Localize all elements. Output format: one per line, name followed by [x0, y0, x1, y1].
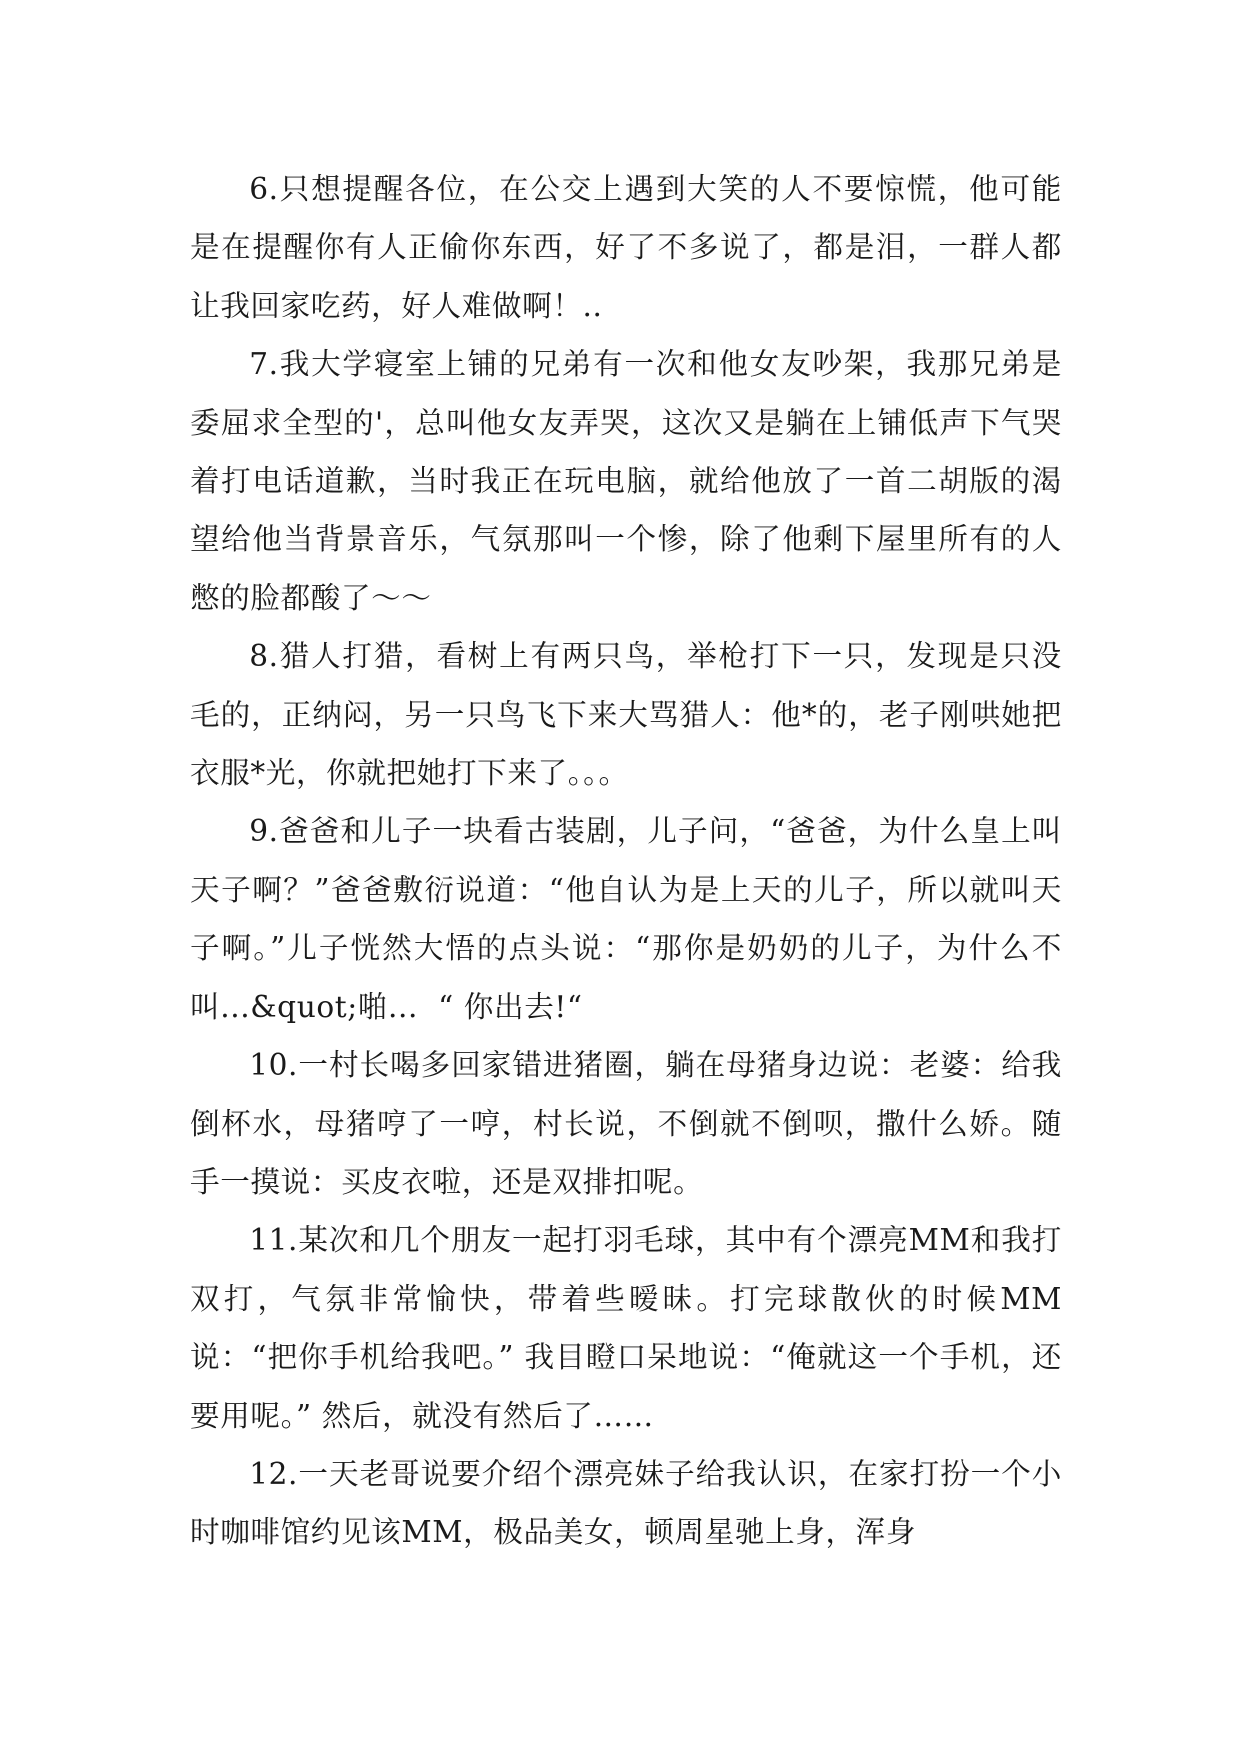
paragraph-8: 8.猎人打猎，看树上有两只鸟，举枪打下一只，发现是只没毛的，正纳闷，另一只鸟飞下来大骂猎人：他*的，老子刚哄她把衣服*光，你就把她打下来了。。。 [190, 639, 1062, 791]
paragraph-6: 6.只想提醒各位，在公交上遇到大笑的人不要惊慌，他可能是在提醒你有人正偷你东西，好了不多说了，都是泪，一群人都让我回家吃药，好人难做啊！.. [190, 172, 1062, 323]
paragraph-7: 7.我大学寝室上铺的兄弟有一次和他女友吵架，我那兄弟是委屈求全型的'，总叫他女友弄哭，这次又是躺在上铺低声下气哭着打电话道歉，当时我正在玩电脑，就给他放了一首二胡版的渴望给他当背景音乐，气氛那叫一个惨，除了他剩下屋里所有的人憋的脸都酸了～～ [190, 347, 1062, 615]
paragraph-11: 11.某次和几个朋友一起打羽毛球，其中有个漂亮MM和我打双打，气氛非常愉快，带着些暧昧。打完球散伙的时候MM说：“把你手机给我吧。” 我目瞪口呆地说：“俺就这一个手机，还要用呢。” 然后，就没有然后了…… [190, 1223, 1062, 1433]
document-body [190, 160, 1062, 1562]
paragraph-12: 12.一天老哥说要介绍个漂亮妹子给我认识，在家打扮一个小时咖啡馆约见该MM，极品美女，顿周星驰上身，浑身 [190, 1456, 1062, 1550]
paragraph-9: 9.爸爸和儿子一块看古装剧，儿子问，“爸爸，为什么皇上叫天子啊？”爸爸敷衍说道：“他自认为是上天的儿子，所以就叫天子啊。”儿子恍然大悟的点头说：“那你是奶奶的儿子，为什么不叫...&quot;啪... “ 你出去!“ [190, 814, 1062, 1024]
paragraph-10: 10.一村长喝多回家错进猪圈，躺在母猪身边说：老婆：给我倒杯水，母猪哼了一哼，村长说，不倒就不倒呗，撒什么娇。随手一摸说：买皮衣啦，还是双排扣呢。 [190, 1048, 1062, 1199]
